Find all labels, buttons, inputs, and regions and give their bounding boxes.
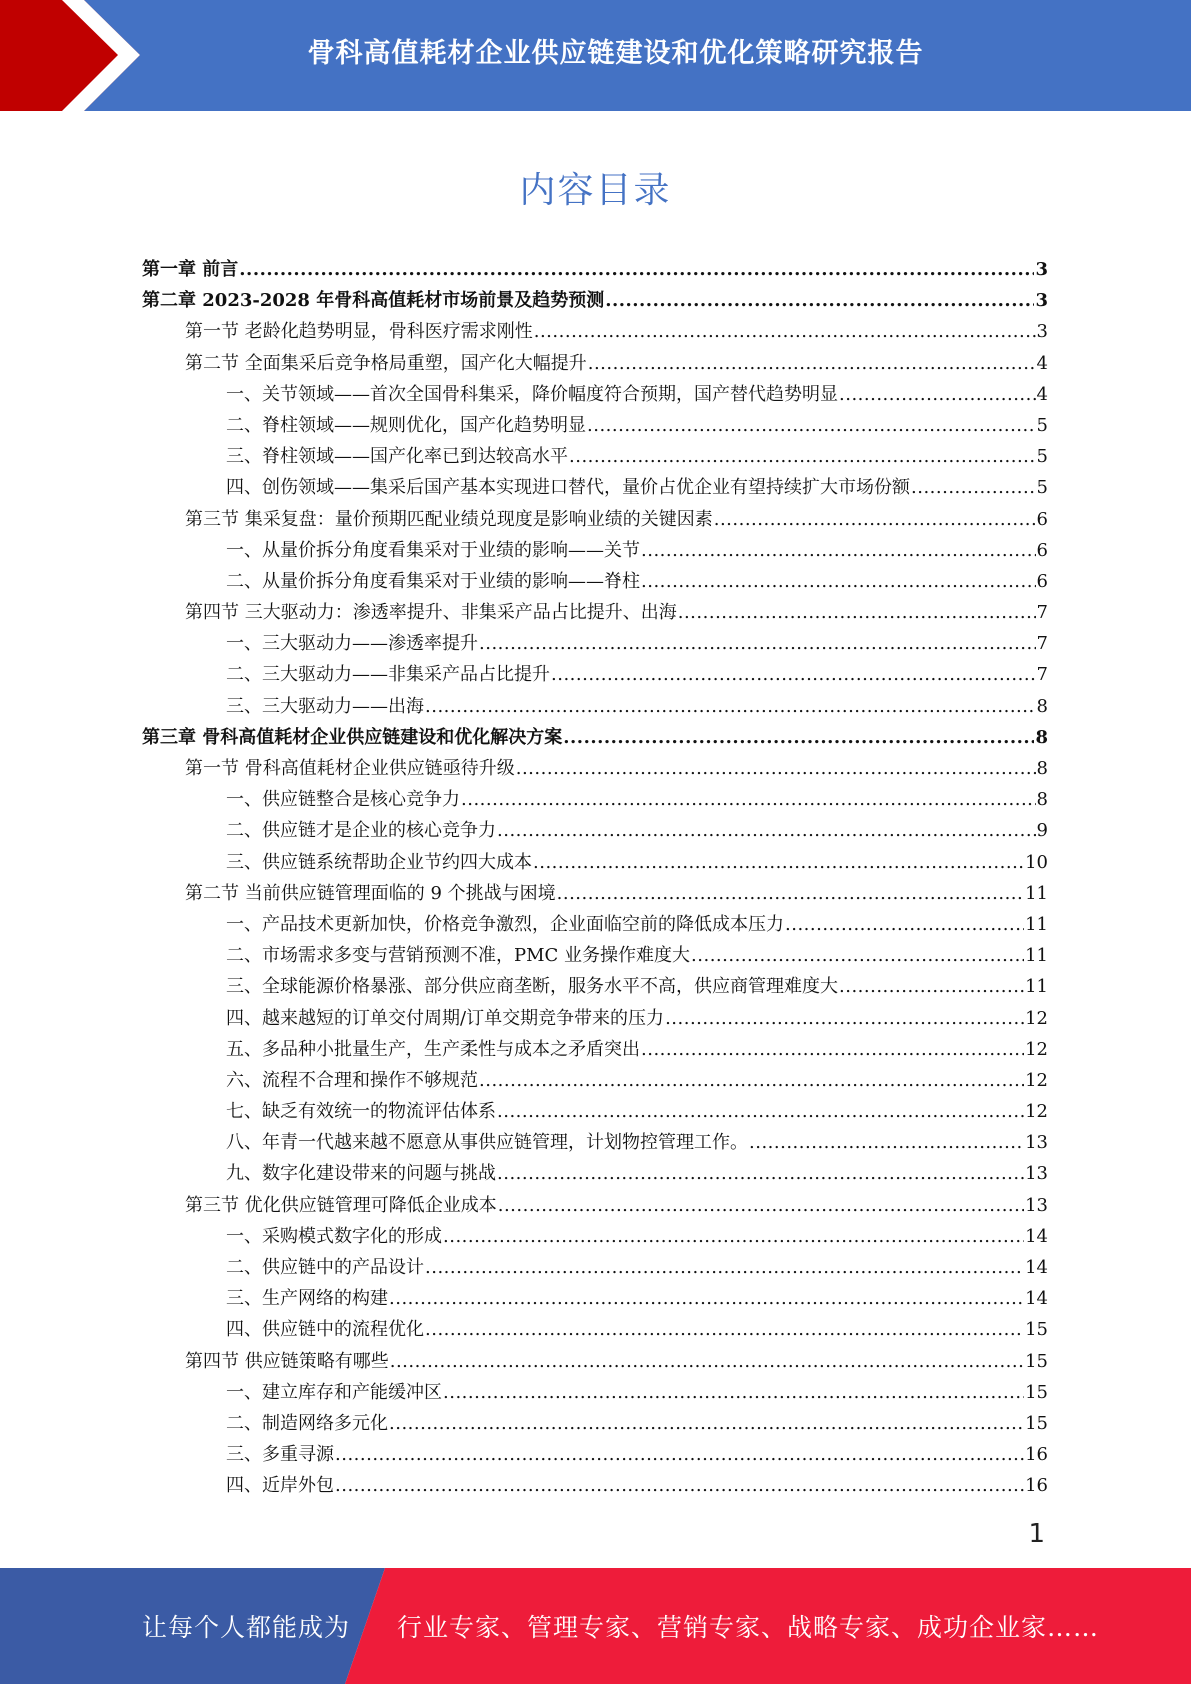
toc-entry-title: 第四节 供应链策略有哪些 — [185, 1350, 389, 1372]
toc-entry-title: 二、从量价拆分角度看集采对于业绩的影响——脊柱 — [226, 570, 640, 592]
report-title: 骨科高值耗材企业供应链建设和优化策略研究报告 — [307, 37, 924, 69]
toc-entry[interactable] — [142, 909, 1048, 940]
dot-leader — [641, 566, 1036, 597]
dot-leader — [587, 410, 1036, 441]
toc-entry-title: 四、越来越短的订单交付周期/订单交期竞争带来的压力 — [226, 1007, 665, 1029]
toc-entry-page: 14 — [1025, 1257, 1048, 1278]
toc-entry-title: 第二节 当前供应链管理面临的 9 个挑战与困境 — [185, 882, 556, 904]
toc-entry[interactable] — [142, 254, 1048, 285]
dot-leader — [443, 1221, 1024, 1252]
dot-leader — [479, 628, 1036, 659]
toc-entry-title: 一、产品技术更新加快，价格竞争激烈，企业面临空前的降低成本压力 — [226, 913, 784, 935]
toc-entry[interactable] — [142, 410, 1048, 441]
toc-entry-page: 13 — [1025, 1163, 1048, 1185]
toc-entry-page: 4 — [1036, 383, 1048, 405]
toc-entry-page: 3 — [1036, 321, 1048, 343]
toc-entry[interactable] — [142, 285, 1048, 316]
dot-leader — [498, 1190, 1024, 1221]
dot-leader — [569, 441, 1036, 472]
dot-leader — [239, 254, 1034, 285]
toc-entry-title: 五、多品种小批量生产，生产柔性与成本之矛盾突出 — [226, 1038, 640, 1060]
toc-entry-title: 三、脊柱领域——国产化率已到达较高水平 — [226, 446, 568, 468]
toc-entry-title: 一、采购模式数字化的形成 — [226, 1225, 442, 1247]
dot-leader — [389, 1283, 1024, 1314]
toc-entry-page: 5 — [1036, 446, 1048, 468]
toc-entry-title: 第一节 骨科高值耗材企业供应链亟待升级 — [185, 758, 515, 779]
dot-leader — [390, 1346, 1024, 1377]
toc-entry[interactable] — [142, 753, 1048, 784]
toc-entry-page: 5 — [1036, 414, 1048, 436]
toc-entry[interactable] — [142, 1034, 1048, 1065]
toc-entry[interactable] — [142, 1127, 1048, 1158]
dot-leader — [665, 1003, 1024, 1034]
toc-entry[interactable] — [142, 1283, 1048, 1314]
toc-entry-title: 三、全球能源价格暴涨、部分供应商垄断，服务水平不高，供应商管理难度大 — [226, 976, 838, 998]
dot-leader — [425, 691, 1036, 722]
toc-entry-title: 三、三大驱动力——出海 — [226, 695, 424, 717]
toc-entry-page: 12 — [1025, 1069, 1048, 1091]
toc-entry-page: 15 — [1025, 1350, 1048, 1372]
toc-entry[interactable] — [142, 1065, 1048, 1096]
toc-entry[interactable] — [142, 1408, 1048, 1439]
toc-entry-title: 第四节 三大驱动力：渗透率提升、非集采产品占比提升、出海 — [185, 602, 677, 624]
toc-entry-page: 15 — [1025, 1319, 1048, 1341]
dot-leader — [839, 379, 1036, 410]
toc-entry[interactable] — [142, 1221, 1048, 1252]
toc-entry-title: 九、数字化建设带来的问题与挑战 — [226, 1163, 496, 1185]
toc-entry-title: 第二章 2023-2028 年骨科高值耗材市场前景及趋势预测 — [142, 290, 605, 312]
toc-entry-page: 6 — [1036, 539, 1048, 561]
footer-slogan-left: 让每个人都能成为 — [142, 1613, 351, 1642]
dot-leader — [749, 1127, 1024, 1158]
toc-entry[interactable] — [142, 847, 1048, 878]
toc-entry-page: 11 — [1025, 882, 1048, 904]
table-of-contents — [142, 254, 1048, 1502]
dot-leader — [551, 659, 1036, 690]
toc-entry[interactable] — [142, 379, 1048, 410]
page-header — [0, 0, 1191, 111]
toc-entry-title: 二、市场需求多变与营销预测不准，PMC 业务操作难度大 — [226, 945, 691, 967]
dot-leader — [785, 909, 1024, 940]
toc-entry-page: 12 — [1025, 1007, 1048, 1029]
toc-entry-page: 7 — [1036, 633, 1048, 655]
toc-entry-page: 3 — [1035, 259, 1048, 280]
toc-entry-page: 7 — [1036, 602, 1048, 624]
toc-entry-title: 一、建立库存和产能缓冲区 — [226, 1381, 442, 1403]
toc-entry[interactable] — [142, 504, 1048, 535]
toc-entry[interactable] — [142, 1346, 1048, 1377]
dot-leader — [714, 504, 1036, 535]
toc-entry-page: 11 — [1025, 945, 1048, 967]
dot-leader — [335, 1470, 1024, 1501]
dot-leader — [534, 316, 1036, 347]
dot-leader — [497, 1096, 1024, 1127]
toc-entry[interactable] — [142, 722, 1048, 753]
toc-entry[interactable] — [142, 316, 1048, 347]
toc-entry[interactable] — [142, 472, 1048, 503]
toc-entry[interactable] — [142, 815, 1048, 846]
footer-slogan-right: 行业专家、管理专家、营销专家、战略专家、成功企业家…… — [397, 1613, 1100, 1642]
toc-entry[interactable] — [142, 1252, 1048, 1283]
toc-entry-title: 第三节 集采复盘：量价预期匹配业绩兑现度是影响业绩的关键因素 — [185, 508, 713, 530]
toc-entry-title: 四、供应链中的流程优化 — [226, 1319, 424, 1341]
toc-entry-page: 12 — [1025, 1038, 1048, 1060]
dot-leader — [425, 1252, 1024, 1283]
toc-entry-title: 一、三大驱动力——渗透率提升 — [226, 633, 478, 655]
dot-leader — [443, 1377, 1024, 1408]
toc-entry[interactable] — [142, 441, 1048, 472]
toc-entry-page: 8 — [1035, 726, 1048, 748]
toc-entry[interactable] — [142, 566, 1048, 597]
toc-entry-title: 三、多重寻源 — [226, 1444, 334, 1466]
toc-entry[interactable] — [142, 597, 1048, 628]
dot-leader — [516, 753, 1036, 784]
toc-entry-title: 第三章 骨科高值耗材企业供应链建设和优化解决方案 — [142, 726, 563, 748]
toc-entry-page: 8 — [1036, 758, 1048, 779]
page-number: 1 — [1028, 1519, 1045, 1549]
toc-entry-page: 13 — [1025, 1132, 1048, 1154]
dot-leader — [641, 1034, 1024, 1065]
page-footer — [0, 1568, 1191, 1684]
toc-entry-title: 二、供应链中的产品设计 — [226, 1257, 424, 1278]
toc-entry-title: 第二节 全面集采后竞争格局重塑，国产化大幅提升 — [185, 352, 587, 374]
dot-leader — [641, 535, 1036, 566]
toc-entry[interactable] — [142, 628, 1048, 659]
toc-entry-page: 9 — [1036, 820, 1048, 842]
toc-entry-title: 二、制造网络多元化 — [226, 1412, 388, 1434]
toc-entry[interactable] — [142, 1096, 1048, 1127]
toc-entry-title: 三、生产网络的构建 — [226, 1288, 388, 1310]
dot-leader — [691, 940, 1024, 971]
toc-entry-page: 7 — [1036, 664, 1048, 686]
toc-entry[interactable] — [142, 1003, 1048, 1034]
red-arrow-decoration — [0, 0, 140, 111]
toc-entry-title: 六、流程不合理和操作不够规范 — [226, 1069, 478, 1091]
toc-entry-title: 四、近岸外包 — [226, 1475, 334, 1497]
dot-leader — [678, 597, 1036, 628]
toc-entry-page: 14 — [1025, 1225, 1048, 1247]
dot-leader — [497, 815, 1036, 846]
toc-entry[interactable] — [142, 1439, 1048, 1470]
toc-entry-page: 16 — [1025, 1444, 1048, 1466]
toc-entry-page: 10 — [1025, 851, 1048, 873]
toc-entry-page: 11 — [1025, 913, 1048, 935]
toc-entry[interactable] — [142, 1190, 1048, 1221]
toc-entry[interactable] — [142, 1158, 1048, 1189]
toc-entry-title: 二、供应链才是企业的核心竞争力 — [226, 820, 496, 842]
toc-entry-page: 11 — [1025, 976, 1048, 998]
toc-entry-page: 5 — [1036, 477, 1048, 499]
toc-entry-title: 三、供应链系统帮助企业节约四大成本 — [226, 851, 532, 873]
dot-leader — [497, 1158, 1024, 1189]
toc-entry-title: 第三节 优化供应链管理可降低企业成本 — [185, 1194, 497, 1216]
dot-leader — [335, 1439, 1024, 1470]
toc-entry-page: 3 — [1035, 290, 1048, 312]
dot-leader — [389, 1408, 1024, 1439]
dot-leader — [557, 878, 1024, 909]
dot-leader — [461, 784, 1036, 815]
dot-leader — [425, 1314, 1024, 1345]
toc-entry[interactable] — [142, 878, 1048, 909]
dot-leader — [563, 722, 1034, 753]
toc-entry[interactable] — [142, 1470, 1048, 1501]
dot-leader — [839, 971, 1024, 1002]
toc-entry-title: 四、创伤领域——集采后国产基本实现进口替代，量价占优企业有望持续扩大市场份额 — [226, 477, 910, 499]
dot-leader — [479, 1065, 1024, 1096]
toc-entry-title: 八、年青一代越来越不愿意从事供应链管理，计划物控管理工作。 — [226, 1132, 748, 1154]
toc-entry-title: 第一节 老龄化趋势明显，骨科医疗需求刚性 — [185, 321, 533, 343]
toc-entry-page: 6 — [1036, 570, 1048, 592]
toc-entry[interactable] — [142, 1314, 1048, 1345]
toc-entry[interactable] — [142, 1377, 1048, 1408]
toc-entry-page: 4 — [1036, 352, 1048, 374]
toc-entry-title: 第一章 前言 — [142, 259, 239, 280]
toc-entry-title: 二、三大驱动力——非集采产品占比提升 — [226, 664, 550, 686]
toc-entry-page: 14 — [1025, 1288, 1048, 1310]
toc-entry-title: 一、供应链整合是核心竞争力 — [226, 789, 460, 811]
toc-entry[interactable] — [142, 659, 1048, 690]
toc-entry-page: 8 — [1036, 789, 1048, 811]
toc-entry[interactable] — [142, 535, 1048, 566]
toc-entry[interactable] — [142, 971, 1048, 1002]
toc-entry-page: 15 — [1025, 1412, 1048, 1434]
dot-leader — [605, 285, 1034, 316]
toc-entry-title: 七、缺乏有效统一的物流评估体系 — [226, 1101, 496, 1123]
toc-entry-page: 12 — [1025, 1101, 1048, 1123]
toc-entry-page: 15 — [1025, 1381, 1048, 1403]
toc-entry-page: 13 — [1025, 1194, 1048, 1216]
toc-entry[interactable] — [142, 348, 1048, 379]
toc-entry-page: 6 — [1036, 508, 1048, 530]
toc-entry-title: 一、从量价拆分角度看集采对于业绩的影响——关节 — [226, 539, 640, 561]
toc-entry-title: 二、脊柱领域——规则优化，国产化趋势明显 — [226, 414, 586, 436]
toc-heading: 内容目录 — [519, 170, 672, 211]
dot-leader — [911, 472, 1036, 503]
dot-leader — [533, 847, 1024, 878]
toc-entry[interactable] — [142, 940, 1048, 971]
toc-entry[interactable] — [142, 784, 1048, 815]
toc-entry[interactable] — [142, 691, 1048, 722]
dot-leader — [588, 348, 1036, 379]
toc-entry-page: 16 — [1025, 1475, 1048, 1497]
toc-entry-title: 一、关节领域——首次全国骨科集采，降价幅度符合预期，国产替代趋势明显 — [226, 383, 838, 405]
toc-entry-page: 8 — [1036, 695, 1048, 717]
